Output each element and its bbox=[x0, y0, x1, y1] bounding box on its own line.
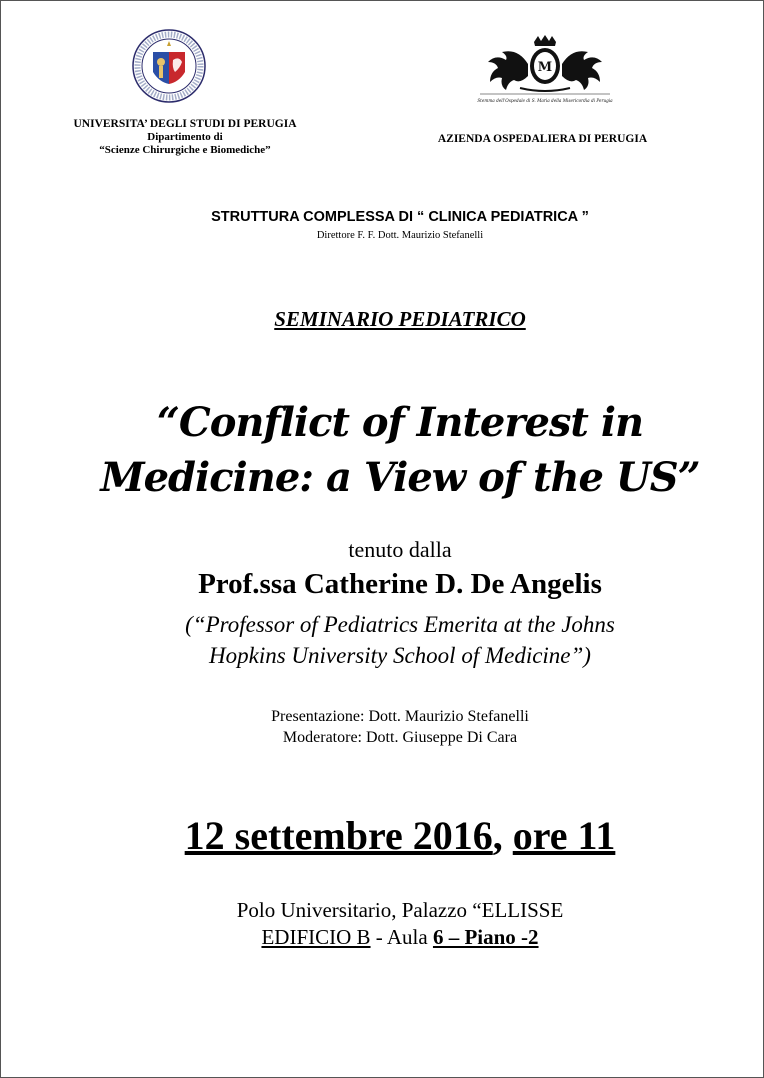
title-line-2: Medicine: a View of the US” bbox=[100, 454, 700, 501]
venue-building: EDIFICIO B bbox=[261, 925, 371, 949]
department-name: “Scienze Chirurgiche e Biomediche” bbox=[99, 144, 271, 156]
presenter-line: Presentazione: Dott. Maurizio Stefanelli bbox=[271, 708, 529, 725]
university-name: UNIVERSITA’ DEGLI STUDI DI PERUGIA bbox=[73, 118, 297, 130]
speaker-intro: tenuto dalla bbox=[348, 537, 452, 562]
seminar-label: SEMINARIO PEDIATRICO bbox=[274, 307, 526, 331]
event-date: 12 settembre 2016 bbox=[184, 813, 493, 858]
venue-line-1: Polo Universitario, Palazzo “ELLISSE bbox=[236, 898, 564, 922]
university-header bbox=[40, 118, 330, 157]
speaker-role bbox=[60, 609, 740, 671]
venue-room: 6 – Piano -2 bbox=[432, 925, 539, 949]
session-roles bbox=[100, 706, 700, 748]
speaker-role-line-1: (“Professor of Pediatrics Emerita at the Johns bbox=[185, 612, 615, 637]
title-line-1: “Conflict of Interest in bbox=[156, 399, 644, 446]
event-time: ore 11 bbox=[512, 813, 616, 858]
event-venue bbox=[60, 897, 740, 951]
venue-separator: - Aula bbox=[370, 925, 433, 949]
svg-text:M: M bbox=[537, 60, 553, 75]
event-datetime bbox=[60, 812, 740, 859]
director-line: Direttore F. F. Dott. Maurizio Stefanelli bbox=[316, 230, 484, 241]
seminar-title bbox=[60, 395, 740, 505]
university-seal-logo bbox=[131, 28, 207, 104]
department-label: Dipartimento di bbox=[147, 131, 223, 143]
hospital-crest-caption: Stemma dell’Ospedale di S. Maria della Misericordia di Perugia bbox=[477, 98, 613, 103]
hospital-name: AZIENDA OSPEDALIERA DI PERUGIA bbox=[437, 133, 648, 145]
moderator-line: Moderatore: Dott. Giuseppe Di Cara bbox=[282, 729, 518, 746]
venue-line-2 bbox=[60, 924, 740, 951]
hospital-crest-logo bbox=[470, 34, 620, 106]
speaker-name: Prof.ssa Catherine D. De Angelis bbox=[198, 568, 602, 600]
datetime-separator: , bbox=[492, 813, 513, 858]
department-structure-title: STRUTTURA COMPLESSA DI “ CLINICA PEDIATRICA ” bbox=[211, 209, 589, 225]
speaker-role-line-2: Hopkins University School of Medicine”) bbox=[209, 643, 591, 668]
